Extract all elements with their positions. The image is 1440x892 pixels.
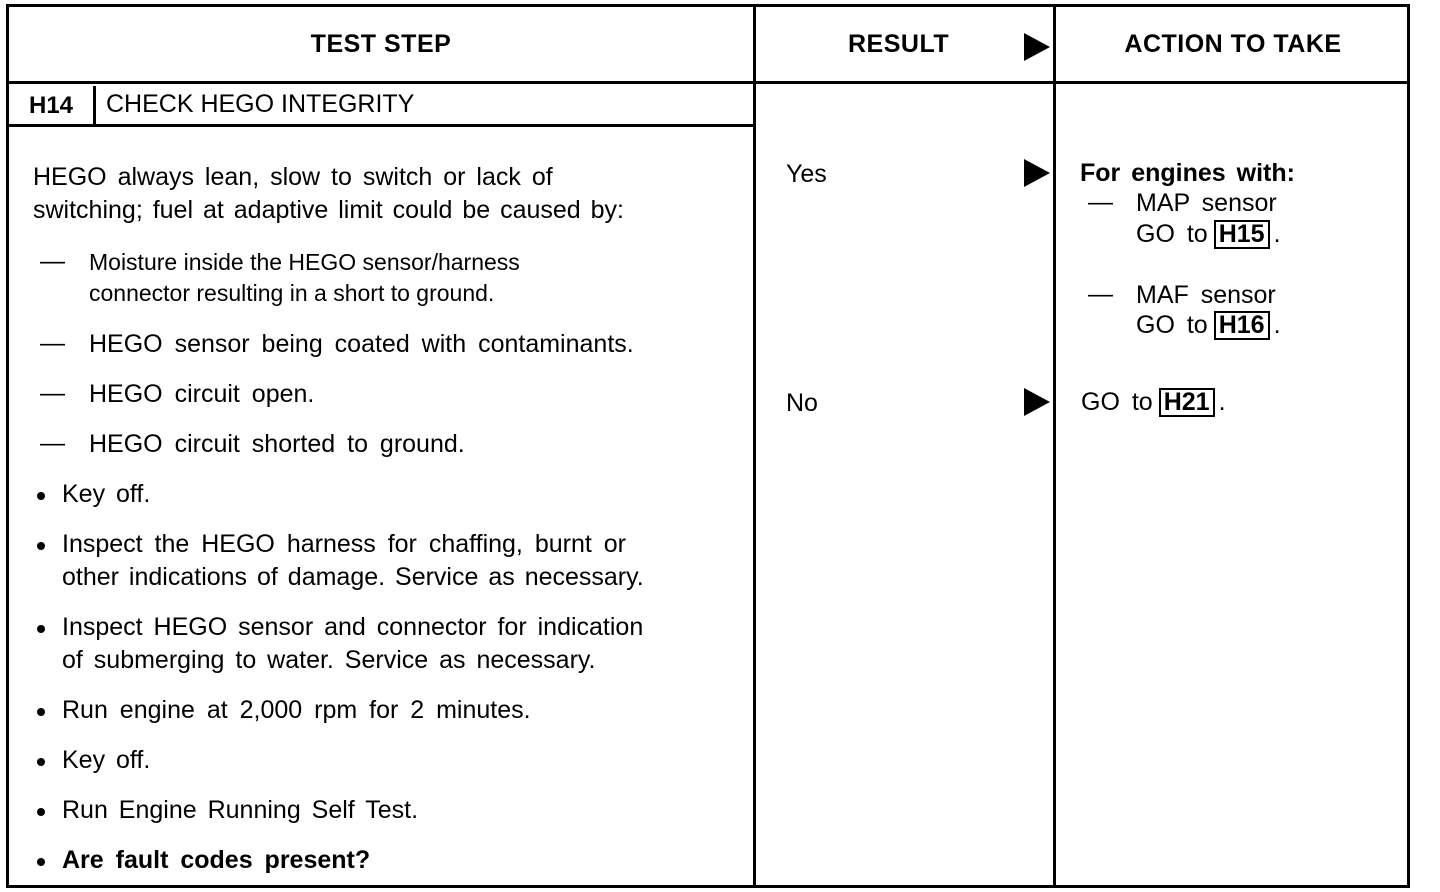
- intro-text: HEGO always lean, slow to switch or lack of: [33, 163, 553, 191]
- cause-item: HEGO sensor being coated with contaminants.: [89, 330, 634, 358]
- cause-item: HEGO circuit open.: [89, 380, 315, 408]
- procedure-step: Key off.: [62, 746, 151, 774]
- header-action: ACTION TO TAKE: [1124, 30, 1342, 58]
- bullet-icon: [37, 858, 45, 866]
- step-title: CHECK HEGO INTEGRITY: [106, 90, 415, 118]
- dash-marker: —: [1088, 188, 1113, 216]
- procedure-question: Are fault codes present?: [62, 846, 371, 874]
- step-title-divider: [6, 124, 755, 127]
- step-id: H14: [9, 86, 96, 126]
- procedure-step: Inspect the HEGO harness for chaffing, burnt or: [62, 530, 626, 558]
- procedure-step: Run engine at 2,000 rpm for 2 minutes.: [62, 696, 531, 724]
- bullet-icon: [37, 808, 45, 816]
- goto-h21-link[interactable]: H21: [1159, 388, 1215, 417]
- procedure-step: Key off.: [62, 480, 151, 508]
- action-maf-label: MAF sensor: [1136, 281, 1276, 309]
- bullet-icon: [37, 492, 45, 500]
- procedure-step: Inspect HEGO sensor and connector for indication: [62, 613, 644, 641]
- bullet-icon: [37, 542, 45, 550]
- action-map-label: MAP sensor: [1136, 189, 1277, 217]
- header-divider: [6, 81, 1410, 84]
- procedure-step: Run Engine Running Self Test.: [62, 796, 419, 824]
- bullet-icon: [37, 625, 45, 633]
- arrow-right-icon: [1024, 159, 1050, 187]
- arrow-right-icon: [1024, 33, 1050, 61]
- intro-text: switching; fuel at adaptive limit could be caused by:: [33, 196, 624, 224]
- bullet-icon: [37, 758, 45, 766]
- action-map-goto: GO to H15 .: [1136, 220, 1281, 248]
- result-no: No: [786, 389, 818, 417]
- action-no-goto: GO to H21 .: [1081, 388, 1226, 416]
- dash-marker: —: [40, 329, 65, 357]
- procedure-step: other indications of damage. Service as necessary.: [62, 563, 644, 591]
- cause-item: HEGO circuit shorted to ground.: [89, 430, 465, 458]
- column-divider: [1053, 4, 1056, 888]
- result-yes: Yes: [786, 160, 827, 188]
- action-maf-goto: GO to H16 .: [1136, 311, 1281, 339]
- dash-marker: —: [40, 247, 65, 275]
- arrow-right-icon: [1024, 388, 1050, 416]
- column-divider: [753, 4, 756, 888]
- goto-h16-link[interactable]: H16: [1214, 311, 1270, 340]
- dash-marker: —: [1088, 280, 1113, 308]
- procedure-step: of submerging to water. Service as necessary.: [62, 646, 596, 674]
- goto-h15-link[interactable]: H15: [1214, 220, 1270, 249]
- dash-marker: —: [40, 379, 65, 407]
- cause-item: Moisture inside the HEGO sensor/harness: [89, 249, 520, 275]
- bullet-icon: [37, 708, 45, 716]
- action-heading: For engines with:: [1080, 159, 1295, 187]
- cause-item: connector resulting in a short to ground.: [89, 280, 495, 306]
- dash-marker: —: [40, 429, 65, 457]
- header-result: RESULT: [848, 30, 950, 58]
- header-test-step: TEST STEP: [310, 30, 452, 58]
